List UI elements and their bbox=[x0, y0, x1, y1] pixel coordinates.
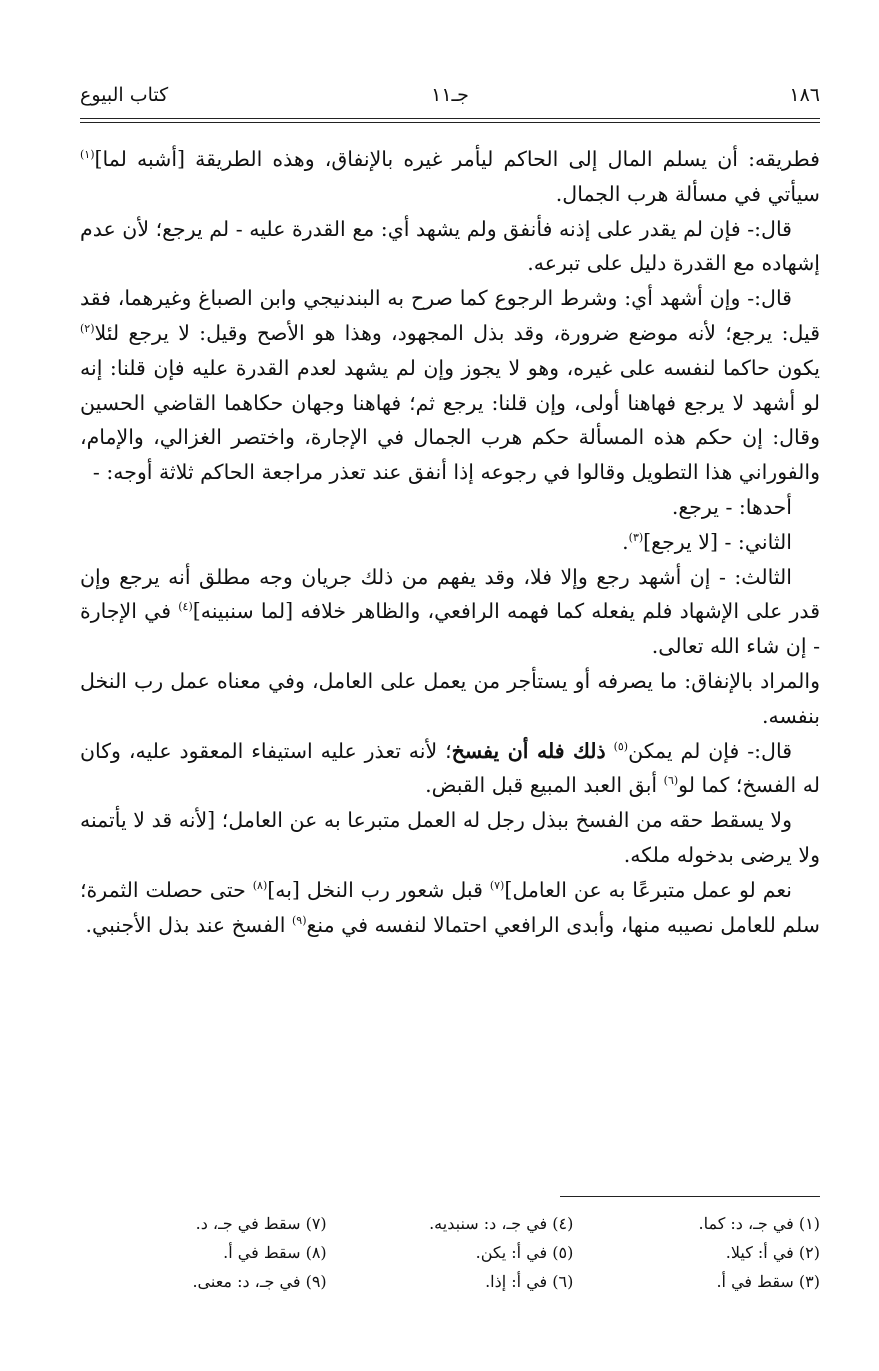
footnote-text: سقط في جـ، د. bbox=[195, 1214, 301, 1233]
footnote-item bbox=[327, 1239, 574, 1266]
paragraph-p8 bbox=[80, 734, 820, 804]
footnote-ref: (٣) bbox=[628, 530, 644, 544]
footnote-text: في أ: إذا. bbox=[485, 1272, 548, 1291]
footnote-number: (٩) bbox=[300, 1272, 327, 1291]
text-run: أحدها: - يرجع. bbox=[671, 494, 792, 519]
text-run: قال:- فإن لم يمكن bbox=[628, 738, 792, 763]
page-number: ١٨٦ bbox=[789, 84, 820, 106]
footnote-number: (٦) bbox=[547, 1272, 574, 1291]
footnote-text: سقط في أ. bbox=[223, 1243, 301, 1262]
paragraph-p6 bbox=[80, 560, 820, 664]
footnote-item bbox=[573, 1239, 820, 1266]
footnote-item bbox=[573, 1210, 820, 1237]
text-run: في الإجارة - إن شاء الله تعالى. bbox=[80, 599, 820, 659]
footnote-ref: (٩) bbox=[292, 913, 307, 927]
footnote-text: سقط في أ. bbox=[716, 1272, 794, 1291]
footnote-number: (٤) bbox=[547, 1214, 574, 1233]
paragraph-p3 bbox=[80, 281, 820, 490]
footnote-ref: (٨) bbox=[252, 878, 268, 892]
footnote-number: (٣) bbox=[793, 1272, 820, 1291]
footnotes bbox=[80, 1210, 820, 1295]
text-run: الثالث: - إن أشهد رجع وإلا فلا، وقد يفهم من ذلك جريان وجه مطلق أنه يرجع وإن قدر على الإشهاد فلم يفعله كما فهمه الرافعي، والظاهر خلافه [لما سنبينه] bbox=[80, 564, 820, 624]
footnote-text: في أ: كيلا. bbox=[725, 1243, 794, 1262]
paragraph-p7 bbox=[80, 664, 820, 734]
text-run: قبل شعور رب النخل [به] bbox=[267, 877, 490, 902]
footnote-ref: (٥) bbox=[613, 739, 629, 753]
text-run: الفسخ عند بذل الأجنبي. bbox=[85, 912, 292, 937]
paragraph-p5 bbox=[80, 525, 820, 560]
main-text bbox=[80, 142, 820, 942]
footnote-number: (٧) bbox=[300, 1214, 327, 1233]
text-run: قال:- وإن أشهد أي: وشرط الرجوع كما صرح به البندنيجي وابن الصباغ وغيرهما، فقد قيل: يرجع؛ لأنه موضع ضرورة، وقد بذل المجهود، وهذا هو الأصح وقيل: لا يرجع لئلا bbox=[80, 286, 820, 345]
paragraph-p1 bbox=[80, 142, 820, 212]
footnote-text: في جـ، د: كما. bbox=[698, 1214, 794, 1233]
footnote-item bbox=[80, 1239, 327, 1266]
footnote-ref: (٦) bbox=[663, 774, 679, 788]
footnote-item bbox=[327, 1210, 574, 1237]
footnote-ref: (٤) bbox=[178, 600, 193, 614]
footnote-number: (٥) bbox=[547, 1243, 574, 1262]
text-run: فطريقه: أن يسلم المال إلى الحاكم ليأمر غيره بالإنفاق، وهذه الطريقة [أشبه لما] bbox=[94, 147, 820, 171]
footnote-item bbox=[80, 1268, 327, 1295]
header-rule bbox=[80, 118, 820, 119]
text-run: قال:- فإن لم يقدر على إذنه فأنفق ولم يشهد أي: مع القدرة عليه - لم يرجع؛ لأن عدم إشهاده مع القدرة دليل على تبرعه. bbox=[80, 216, 820, 276]
text-run: سيأتي في مسألة هرب الجمال. bbox=[555, 181, 820, 206]
footnote-ref: (٢) bbox=[80, 321, 95, 335]
footnote-separator bbox=[560, 1196, 820, 1197]
text-run: . bbox=[622, 529, 629, 554]
running-header bbox=[80, 84, 820, 118]
text-run: ولا يسقط حقه من الفسخ ببذل رجل له العمل متبرعا به عن العامل؛ [لأنه قد لا يأتمنه ولا يرضى بدخوله ملكه. bbox=[80, 808, 820, 867]
text-run: أبق العبد المبيع قبل القبض. bbox=[425, 773, 664, 798]
text-run: الثاني: - [لا يرجع] bbox=[643, 529, 792, 554]
footnote-text: في أ: يكن. bbox=[475, 1243, 548, 1262]
text-run: حتى حصلت الثمرة؛ سلم للعامل نصيبه منها، وأبدى الرافعي احتمالا لنفسه في منع bbox=[80, 877, 820, 937]
text-run bbox=[606, 739, 614, 763]
text-run: ؛ لأنه تعذر عليه استيفاء المعقود عليه، وكان له الفسخ؛ كما لو bbox=[80, 738, 820, 798]
footnote-item bbox=[573, 1268, 820, 1295]
bold-text: ذلك فله أن يفسخ bbox=[451, 738, 606, 763]
text-run: نعم لو عمل متبرعًا به عن العامل] bbox=[504, 877, 792, 902]
paragraph-p2 bbox=[80, 212, 820, 282]
footnote-number: (٨) bbox=[300, 1243, 327, 1262]
footnote-ref: (١) bbox=[80, 148, 95, 161]
paragraph-p9 bbox=[80, 803, 820, 873]
footnote-ref: (٧) bbox=[489, 878, 505, 892]
footnote-text: في جـ، د: سنبديه. bbox=[429, 1214, 548, 1233]
paragraph-p4 bbox=[80, 490, 820, 525]
footnote-text: في جـ، د: معنى. bbox=[192, 1272, 301, 1291]
text-run: يكون حاكما لنفسه على غيره، وهو لا يجوز وإن لم يشهد لعدم القدرة عليه فإن قلنا: إنه لو أشهد لا يرجع فهاهنا أولى، وإن قلنا: يرجع ثم؛ فهاهنا وجهان حكاهما القاضي الحسين وقال: إن حكم هذه المسألة حكم هرب الجمال في الإجارة، واختصر الغزالي، والإمام، والفوراني هذا التطويل وقالوا في رجوعه إذا أنفق عند تعذر مراجعة الحاكم ثلاثة أوجه: - bbox=[80, 355, 820, 485]
volume-label: جـ١١ bbox=[431, 84, 469, 106]
header-rule-thin bbox=[80, 122, 820, 123]
paragraph-p10 bbox=[80, 873, 820, 943]
text-run: والمراد بالإنفاق: ما يصرفه أو يستأجر من يعمل على العامل، وفي معناه عمل رب النخل بنفسه. bbox=[80, 668, 820, 728]
footnote-item bbox=[80, 1210, 327, 1237]
footnote-number: (١) bbox=[793, 1214, 820, 1233]
footnote-number: (٢) bbox=[793, 1243, 820, 1262]
footnote-item bbox=[327, 1268, 574, 1295]
book-title: كتاب البيوع bbox=[80, 84, 169, 106]
